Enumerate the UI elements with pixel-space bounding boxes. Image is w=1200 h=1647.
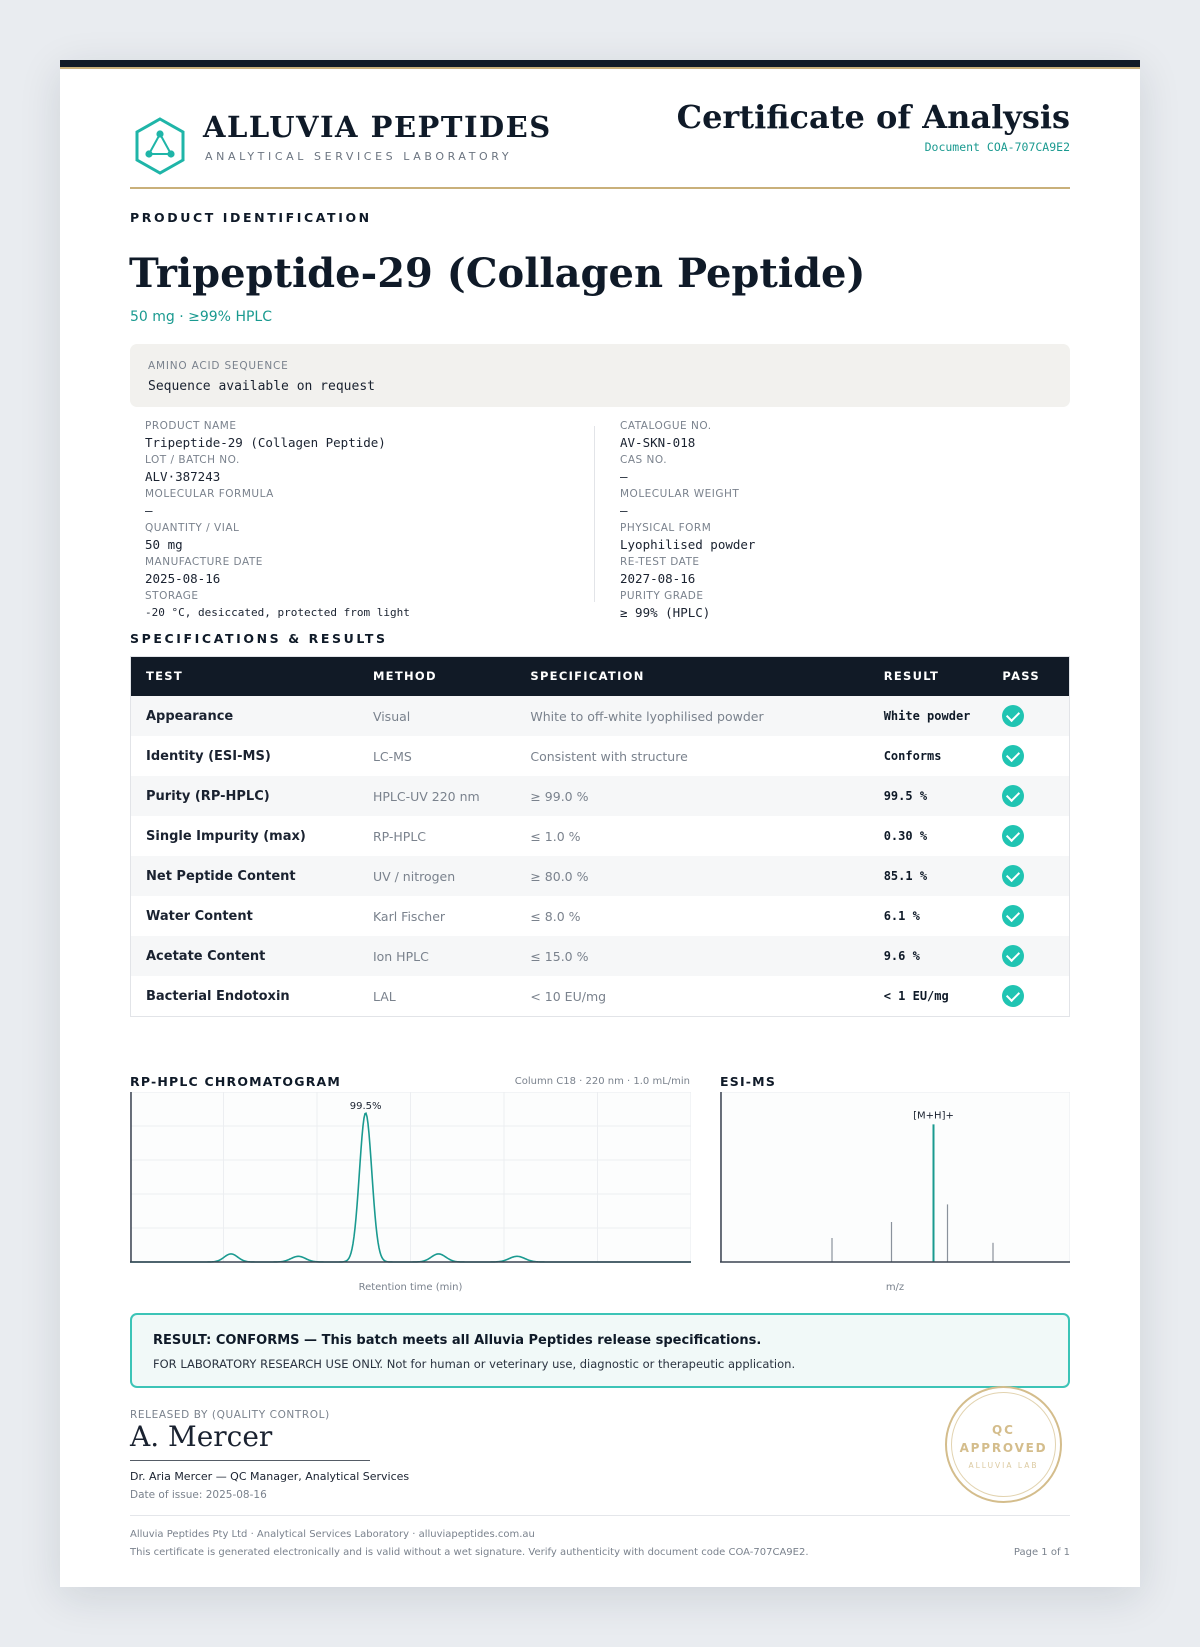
cell-method: LAL (357, 976, 514, 1016)
cell-method: Visual (357, 696, 514, 736)
top-bar (60, 60, 1140, 69)
column-header-pass: PASS (986, 656, 1070, 696)
hplc-chart-title: RP-HPLC CHROMATOGRAM (130, 1074, 342, 1089)
signature: A. Mercer (130, 1420, 273, 1453)
cell-result: 99.5 % (868, 776, 987, 816)
table-row (130, 696, 1070, 736)
product-title: Tripeptide-29 (Collagen Peptide) (129, 250, 866, 297)
cell-result: 0.30 % (868, 816, 987, 856)
field-value: — (620, 503, 628, 518)
cell-method: RP-HPLC (357, 816, 514, 856)
page-number: Page 1 of 1 (1013, 1547, 1070, 1558)
field-retest-date (620, 556, 700, 587)
hplc-chart-conditions: Column C18 · 220 nm · 1.0 mL/min (514, 1076, 690, 1087)
cell-specification: ≥ 99.0 % (514, 776, 867, 816)
field-label: QUANTITY / VIAL (145, 522, 240, 534)
cell-pass (986, 816, 1070, 856)
qc-approved-stamp (945, 1386, 1062, 1503)
hplc-chromatogram (130, 1092, 691, 1264)
field-label: PURITY GRADE (620, 590, 704, 602)
certificate-page (60, 60, 1140, 1587)
field-catalogue (620, 420, 712, 451)
field-lot (145, 454, 240, 485)
check-icon (1002, 785, 1024, 807)
field-quantity (145, 522, 239, 553)
cell-result: 85.1 % (868, 856, 987, 896)
table-row (130, 936, 1070, 976)
cell-result: 6.1 % (868, 896, 987, 936)
specs-section-heading: SPECIFICATIONS & RESULTS (130, 631, 388, 646)
result-statement: RESULT: CONFORMS — This batch meets all Alluvia Peptides release specifications. (153, 1333, 762, 1348)
specs-table (130, 656, 1070, 1016)
cell-specification: < 10 EU/mg (514, 976, 867, 1016)
released-by-label: RELEASED BY (QUALITY CONTROL) (130, 1409, 330, 1421)
document-title: Certificate of Analysis (676, 98, 1070, 136)
field-molecular-formula (145, 488, 274, 519)
field-value: Lyophilised powder (620, 537, 756, 552)
table-row (130, 976, 1070, 1016)
brand-name: ALLUVIA PEPTIDES (203, 110, 552, 144)
cell-specification: White to off-white lyophilised powder (514, 696, 867, 736)
cell-pass (986, 736, 1070, 776)
cell-method: Ion HPLC (357, 936, 514, 976)
field-label: PRODUCT NAME (145, 420, 237, 432)
cell-test: Identity (ESI-MS) (130, 736, 357, 776)
field-cas (620, 454, 667, 485)
stamp-text-lab: ALLUVIA LAB (968, 1461, 1039, 1470)
column-header-result: RESULT (868, 656, 987, 696)
field-purity-grade (620, 590, 710, 621)
fields-divider (594, 426, 595, 602)
cell-test: Purity (RP-HPLC) (130, 776, 357, 816)
header-divider (130, 187, 1070, 189)
field-label: RE-TEST DATE (620, 556, 700, 568)
cell-test: Bacterial Endotoxin (130, 976, 357, 1016)
brand-subtitle: ANALYTICAL SERVICES LABORATORY (205, 150, 513, 163)
cell-specification: ≥ 80.0 % (514, 856, 867, 896)
field-value: — (145, 503, 153, 518)
footer-divider (130, 1515, 1070, 1516)
field-label: MANUFACTURE DATE (145, 556, 263, 568)
column-header-method: METHOD (357, 656, 514, 696)
ms-x-axis-label: m/z (885, 1282, 905, 1293)
cell-pass (986, 976, 1070, 1016)
stamp-text-approved: APPROVED (959, 1441, 1048, 1455)
cell-specification: ≤ 1.0 % (514, 816, 867, 856)
cell-method: UV / nitrogen (357, 856, 514, 896)
field-value: 2025-08-16 (145, 571, 221, 586)
cell-pass (986, 896, 1070, 936)
cell-method: LC-MS (357, 736, 514, 776)
field-value: ALV·387243 (145, 469, 221, 484)
check-icon (1002, 705, 1024, 727)
field-value: Tripeptide-29 (Collagen Peptide) (145, 435, 386, 450)
hexagon-molecule-icon (133, 116, 187, 176)
stamp-text-qc: QC (991, 1423, 1015, 1437)
field-label: CATALOGUE NO. (620, 420, 712, 432)
field-label: MOLECULAR WEIGHT (620, 488, 740, 500)
field-physical-form (620, 522, 755, 553)
field-value: — (620, 469, 628, 484)
field-value: -20 °C, desiccated, protected from light (145, 606, 410, 619)
sequence-value: Sequence available on request (148, 379, 375, 394)
check-icon (1002, 945, 1024, 967)
plot-area (720, 1092, 1070, 1262)
cell-test: Single Impurity (max) (130, 816, 357, 856)
signer-name: Dr. Aria Mercer — QC Manager, Analytical Services (130, 1470, 410, 1483)
table-row (130, 776, 1070, 816)
check-icon (1002, 745, 1024, 767)
cell-result: < 1 EU/mg (868, 976, 987, 1016)
product-fields (130, 420, 1070, 620)
field-label: MOLECULAR FORMULA (145, 488, 274, 500)
field-manufacture-date (145, 556, 263, 587)
field-label: CAS NO. (620, 454, 668, 466)
issue-date: Date of issue: 2025-08-16 (130, 1489, 267, 1501)
signature-line (130, 1460, 370, 1461)
field-label: PHYSICAL FORM (620, 522, 712, 534)
document-code: Document COA-707CA9E2 (924, 140, 1070, 154)
product-subtitle: 50 mg · ≥99% HPLC (130, 309, 272, 325)
product-section-heading: PRODUCT IDENTIFICATION (130, 210, 372, 225)
field-label: LOT / BATCH NO. (145, 454, 240, 466)
table-row (130, 856, 1070, 896)
cell-test: Net Peptide Content (130, 856, 357, 896)
sequence-box (130, 344, 1070, 407)
cell-test: Acetate Content (130, 936, 357, 976)
cell-result: Conforms (868, 736, 987, 776)
cell-method: Karl Fischer (357, 896, 514, 936)
cell-test: Water Content (130, 896, 357, 936)
field-value: 50 mg (145, 537, 183, 552)
peak-label: 99.5% (349, 1100, 382, 1112)
footer-validity-note: This certificate is generated electronically and is valid without a wet signature. Verify authenticity with document code COA-707CA9E2. (130, 1547, 809, 1558)
column-header-test: TEST (130, 656, 357, 696)
field-value: 2027-08-16 (620, 571, 696, 586)
check-icon (1002, 905, 1024, 927)
column-header-specification: SPECIFICATION (514, 656, 867, 696)
cell-pass (986, 856, 1070, 896)
cell-specification: ≤ 8.0 % (514, 896, 867, 936)
cell-result: White powder (868, 696, 987, 736)
ms-chart-title: ESI-MS (720, 1074, 777, 1089)
field-label: STORAGE (145, 590, 199, 602)
field-storage (145, 590, 410, 621)
cell-pass (986, 696, 1070, 736)
esi-ms-spectrum (720, 1092, 1070, 1264)
table-row (130, 736, 1070, 776)
cell-specification: Consistent with structure (514, 736, 867, 776)
field-product-name (145, 420, 386, 451)
cell-method: HPLC-UV 220 nm (357, 776, 514, 816)
field-value: ≥ 99% (HPLC) (620, 605, 711, 620)
table-header-row (130, 656, 1070, 696)
check-icon (1002, 865, 1024, 887)
result-banner (130, 1313, 1070, 1388)
sequence-label: AMINO ACID SEQUENCE (148, 360, 289, 372)
peak-label: [M+H]+ (913, 1110, 954, 1122)
table-row (130, 816, 1070, 856)
research-use-disclaimer: FOR LABORATORY RESEARCH USE ONLY. Not for human or veterinary use, diagnostic or therapeutic application. (153, 1357, 796, 1371)
cell-pass (986, 936, 1070, 976)
field-molecular-weight (620, 488, 739, 519)
cell-pass (986, 776, 1070, 816)
cell-specification: ≤ 15.0 % (514, 936, 867, 976)
cell-test: Appearance (130, 696, 357, 736)
field-value: AV-SKN-018 (620, 435, 696, 450)
check-icon (1002, 825, 1024, 847)
check-icon (1002, 985, 1024, 1007)
hplc-x-axis-label: Retention time (min) (358, 1282, 463, 1293)
table-row (130, 896, 1070, 936)
footer-company: Alluvia Peptides Pty Ltd · Analytical Services Laboratory · alluviapeptides.com.au (130, 1529, 535, 1540)
cell-result: 9.6 % (868, 936, 987, 976)
